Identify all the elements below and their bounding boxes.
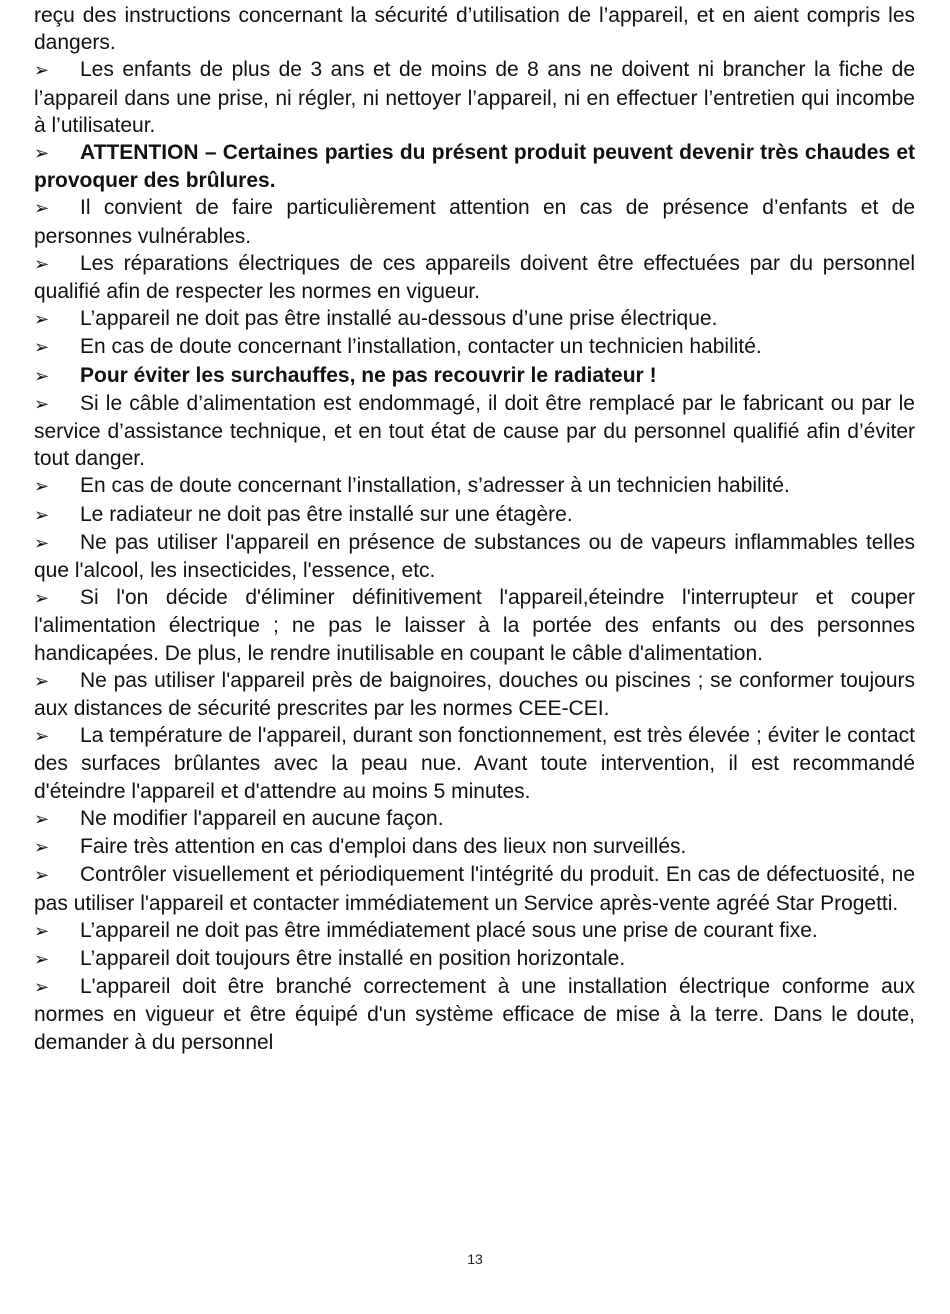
- list-item: ➢ En cas de doute concernant l’installation, s’adresser à un technicien habilité.: [34, 472, 915, 500]
- arrow-bullet-icon: ➢: [34, 393, 50, 415]
- arrow-bullet-icon: ➢: [34, 337, 50, 359]
- arrow-bullet-icon: ➢: [34, 726, 50, 748]
- document-page: [34, 2, 915, 1056]
- arrow-bullet-icon: ➢: [34, 948, 50, 970]
- page-number: 13: [467, 1251, 483, 1267]
- arrow-bullet-icon: ➢: [34, 977, 50, 999]
- arrow-bullet-icon: ➢: [34, 920, 50, 942]
- list-item: ➢ Les enfants de plus de 3 ans et de moins de 8 ans ne doivent ni brancher la fiche de l’appareil dans une prise, ni régler, ni nettoyer l’appareil, ni en effectuer l’entretien qui incombe à l’utilisateur.: [34, 58, 915, 137]
- list-item: ➢ Ne pas utiliser l'appareil en présence de substances ou de vapeurs inflammables telles que l'alcool, les insecticides, l'essence, etc.: [34, 530, 915, 583]
- arrow-bullet-icon: ➢: [34, 588, 50, 610]
- list-item: ➢ Ne pas utiliser l'appareil près de baignoires, douches ou piscines ; se conformer toujours aux distances de sécurité prescrites par les normes CEE-CEI.: [34, 668, 915, 721]
- list-item: ➢ L’appareil ne doit pas être immédiatement placé sous une prise de courant fixe.: [34, 917, 915, 945]
- list-item-warning: ➢ Pour éviter les surchauffes, ne pas recouvrir le radiateur !: [34, 362, 915, 390]
- arrow-bullet-icon: ➢: [34, 532, 50, 554]
- arrow-bullet-icon: ➢: [34, 309, 50, 331]
- arrow-bullet-icon: ➢: [34, 504, 50, 526]
- list-item: ➢ En cas de doute concernant l’installation, contacter un technicien habilité.: [34, 333, 915, 361]
- arrow-bullet-icon: ➢: [34, 837, 50, 859]
- arrow-bullet-icon: ➢: [34, 60, 50, 82]
- list-item: ➢ Le radiateur ne doit pas être installé sur une étagère.: [34, 501, 915, 529]
- list-item: ➢ Les réparations électriques de ces appareils doivent être effectuées par du personnel qualifié afin de respecter les normes en vigueur.: [34, 251, 915, 304]
- list-item: ➢ L’appareil ne doit pas être installé au-dessous d’une prise électrique.: [34, 305, 915, 333]
- list-item: ➢ Ne modifier l'appareil en aucune façon.: [34, 805, 915, 833]
- list-item: ➢ Si l'on décide d'éliminer définitivement l'appareil,éteindre l'interrupteur et couper l'alimentation électrique ; ne pas le laisser à la portée des enfants ou des personnes handicapées. De plus, le rendre inutilisable en coupant le câble d'alimentation.: [34, 586, 915, 665]
- arrow-bullet-icon: ➢: [34, 865, 50, 887]
- list-item: ➢ Contrôler visuellement et périodiquement l'intégrité du produit. En cas de défectuosité, ne pas utiliser l'appareil et contacter immédiatement un Service après-vente agréé Star Progetti.: [34, 863, 915, 915]
- list-item: ➢ L'appareil doit être branché correctement à une installation électrique conforme aux normes en vigueur et être équipé d'un système efficace de mise à la terre. Dans le doute, demander à du personnel: [34, 975, 915, 1054]
- arrow-bullet-icon: ➢: [34, 476, 50, 498]
- list-item: ➢ La température de l'appareil, durant son fonctionnement, est très élevée ; éviter le contact des surfaces brûlantes avec la peau nue. Avant toute intervention, il est recommandé d'éteindre l'appareil et d'attendre au moins 5 minutes.: [34, 724, 915, 803]
- arrow-bullet-icon: ➢: [34, 253, 50, 275]
- list-item: ➢ Si le câble d’alimentation est endommagé, il doit être remplacé par le fabricant ou par le service d’assistance technique, et en tout état de cause par du personnel qualifié afin d’éviter tout danger.: [34, 391, 915, 471]
- list-item: ➢ L’appareil doit toujours être installé en position horizontale.: [34, 945, 915, 973]
- arrow-bullet-icon: ➢: [34, 365, 50, 387]
- arrow-bullet-icon: ➢: [34, 808, 50, 830]
- continued-paragraph: reçu des instructions concernant la sécurité d’utilisation de l’appareil, et en aient compris les dangers.: [34, 4, 915, 55]
- arrow-bullet-icon: ➢: [34, 143, 50, 165]
- list-item-warning: ➢ ATTENTION – Certaines parties du présent produit peuvent devenir très chaudes et provoquer des brûlures.: [34, 141, 915, 193]
- arrow-bullet-icon: ➢: [34, 198, 50, 220]
- list-item: ➢ Faire très attention en cas d'emploi dans des lieux non surveillés.: [34, 833, 915, 861]
- arrow-bullet-icon: ➢: [34, 670, 50, 692]
- list-item: ➢ Il convient de faire particulièrement attention en cas de présence d’enfants et de personnes vulnérables.: [34, 196, 915, 248]
